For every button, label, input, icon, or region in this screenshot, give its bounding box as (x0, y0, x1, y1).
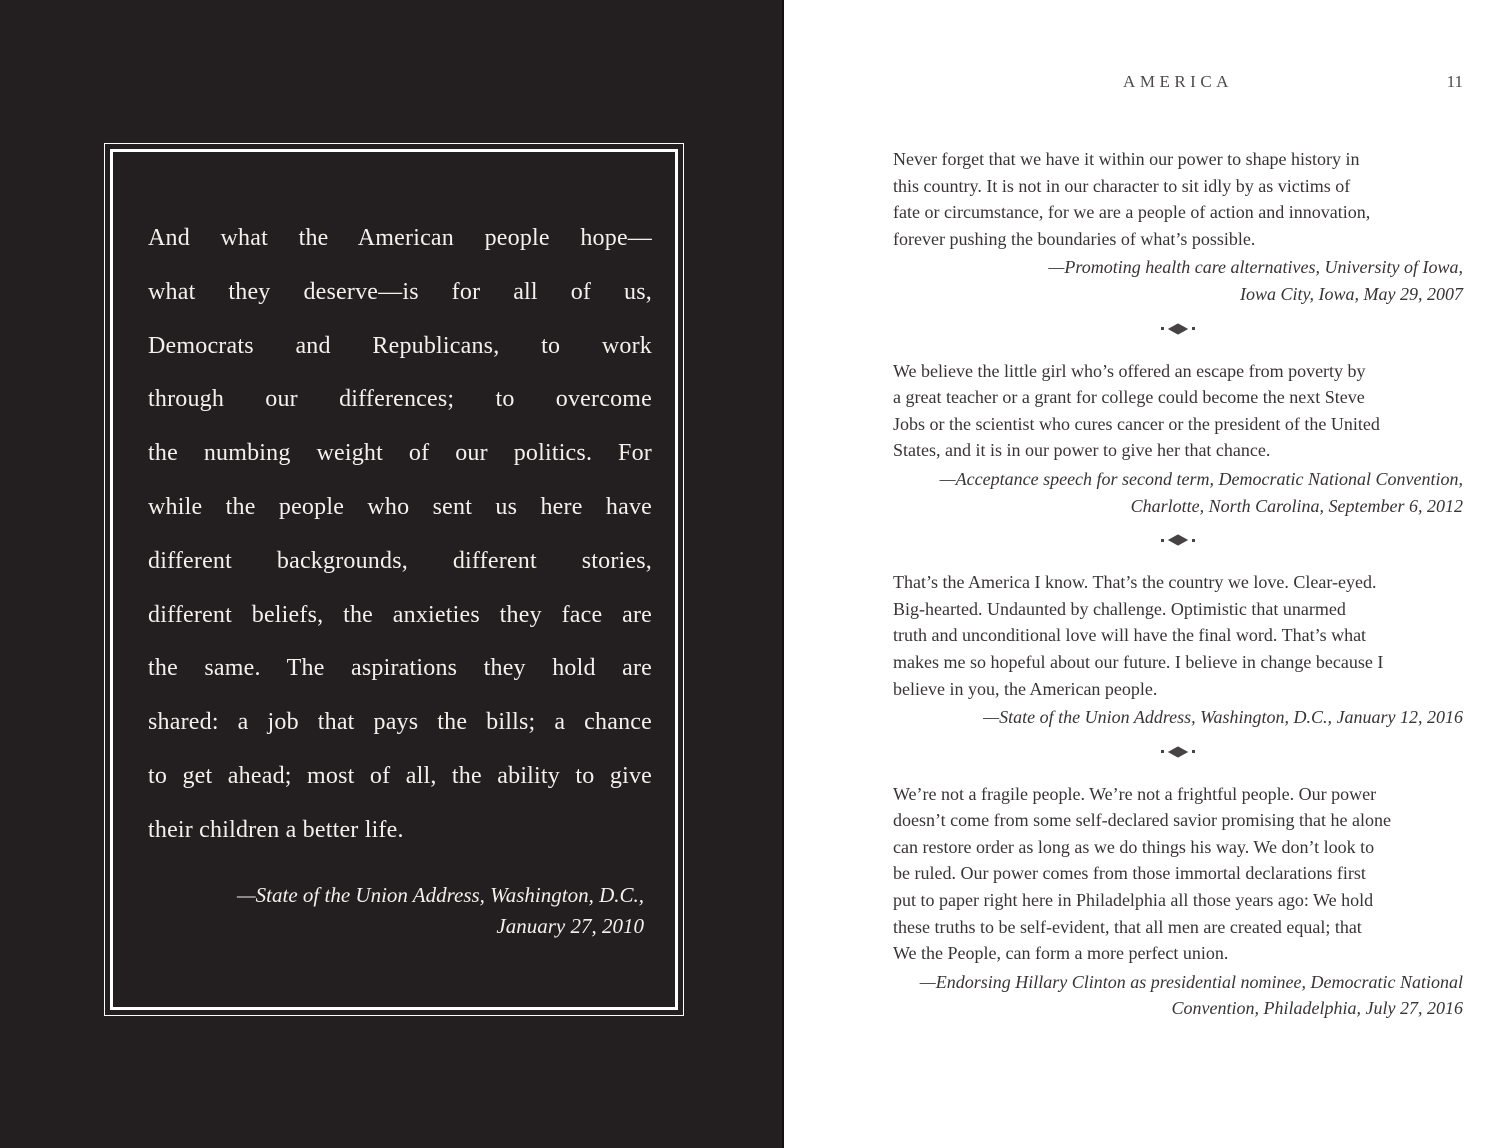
quote-text: That’s the America I know. That’s the country we love. Clear-eyed. Big-hearted. Undaunted by challenge. Optimistic that unarmed truth and unconditional love will have the final word. That’s what makes me so hopeful about our future. I believe in change because I believe in you, the American people. (893, 572, 1384, 699)
section-divider (893, 324, 1463, 334)
quote-text: We’re not a fragile people. We’re not a frightful people. Our power doesn’t come from some self-declared savior promising that he alone can restore order as long as we do things his way. We don’t look to be ruled. Our power comes from those immortal declarations first put to paper right here in Philadelphia all those years ago: We hold these truths to be self-evident, that all men are created equal; that We the People, can form a more perfect union. (893, 783, 1392, 964)
running-header: AMERICA (1123, 72, 1233, 91)
quote-attribution: —State of the Union Address, Washington, D.C., January 12, 2016 (983, 707, 1463, 728)
diamond-dots-divider-icon (1168, 746, 1188, 757)
diamond-dots-divider-icon (1168, 323, 1188, 334)
right-page (784, 0, 1500, 1148)
quote-attribution: —Promoting health care alternatives, University of Iowa, Iowa City, Iowa, May 29, 2007 (1048, 257, 1463, 304)
page-header (893, 72, 1463, 94)
page-number: 11 (1446, 72, 1463, 91)
divider-dot-icon (1161, 327, 1164, 330)
quote-text: Never forget that we have it within our power to shape history in this country. It is not in our character to sit idly by as victims of fate or circumstance, for we are a people of action and innovation, forever pushing the boundaries of what’s possible. (893, 149, 1371, 249)
divider-dot-icon (1161, 539, 1164, 542)
featured-quote-text: And what the American people hope— what they deserve—is for all of us, Democrats and Republicans, to work through our differences; to overcome the numbing weight of our politics. For while the people who sent us here have different backgrounds, different stories, different beliefs, the anxieties they face are the same. The aspirations they hold are shared: a job that pays the bills; a chance to get ahead; most of all, the ability to give their children a better life. (148, 225, 652, 843)
section-divider (893, 747, 1463, 757)
quote-attribution: —Acceptance speech for second term, Democratic National Convention, Charlotte, North Carolina, September 6, 2012 (939, 468, 1463, 516)
divider-dot-icon (1192, 539, 1195, 542)
quote-attribution: —Endorsing Hillary Clinton as presidential nominee, Democratic National Convention, Philadelphia, July 27, 2016 (919, 971, 1463, 1019)
featured-quote-attribution: —State of the Union Address, Washington, D.C., January 27, 2010 (237, 883, 644, 938)
diamond-dots-divider-icon (1168, 534, 1188, 545)
divider-dot-icon (1161, 750, 1164, 753)
quote-text: We believe the little girl who’s offered an escape from poverty by a great teacher or a grant for college could become the next Steve Jobs or the scientist who cures cancer or the president of the United States, and it is in our power to give her that chance. (893, 360, 1380, 461)
quote-block-1 (893, 146, 1463, 308)
quote-block-2 (893, 358, 1463, 520)
divider-dot-icon (1192, 750, 1195, 753)
quote-block-4 (893, 781, 1463, 1022)
quote-block-3 (893, 569, 1463, 731)
section-divider (893, 535, 1463, 545)
divider-dot-icon (1192, 327, 1195, 330)
page-content (893, 146, 1463, 1022)
